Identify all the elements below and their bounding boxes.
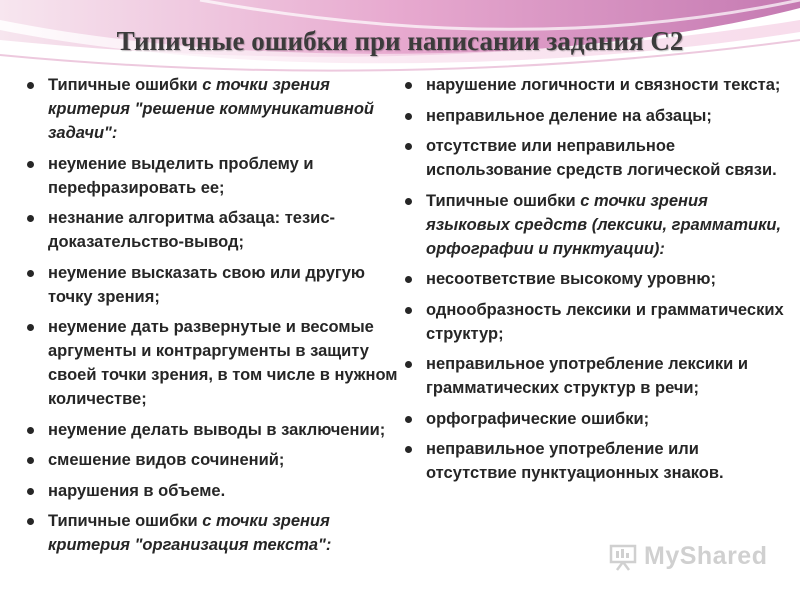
bullet-icon	[27, 161, 34, 168]
error-item-text: неумение выделить проблему и перефразировать ее;	[48, 154, 314, 197]
left-column	[22, 73, 400, 564]
bullet-icon	[405, 143, 412, 150]
error-item	[22, 206, 400, 254]
category-heading	[22, 73, 400, 145]
error-item	[400, 267, 790, 291]
category-criterion: с точки зрения языковых средств (лексики, грамматики, орфографии и пунктуации):	[426, 191, 782, 258]
bullet-icon	[27, 488, 34, 495]
bullet-icon	[27, 270, 34, 277]
bullet-icon	[27, 324, 34, 331]
error-item-text: несоответствие высокому уровню;	[426, 270, 716, 288]
error-item	[22, 448, 400, 472]
bullet-icon	[405, 361, 412, 368]
bullet-icon	[405, 307, 412, 314]
error-item	[400, 73, 790, 97]
slide-title: Типичные ошибки при написании задания С2	[116, 26, 684, 56]
category-prefix: Типичные ошибки	[48, 76, 203, 94]
bullet-icon	[405, 82, 412, 89]
bullet-icon	[405, 276, 412, 283]
watermark	[608, 538, 778, 578]
bullet-icon	[27, 215, 34, 222]
error-item	[22, 261, 400, 309]
error-item	[400, 352, 790, 400]
error-item	[400, 104, 790, 128]
error-item-text: неправильное деление на абзацы;	[426, 106, 712, 125]
error-item	[22, 479, 400, 503]
category-criterion: с точки зрения критерия "решение коммуникативной задачи":	[48, 76, 374, 142]
bullet-icon	[405, 446, 412, 453]
error-item-text: незнание алгоритма абзаца: тезис-доказательство-вывод;	[48, 209, 335, 251]
error-item-text: однообразность лексики и грамматических структур;	[426, 300, 784, 343]
error-item	[400, 298, 790, 346]
watermark-text: MyShared	[644, 542, 768, 570]
error-item-text: нарушение логичности и связности текста;	[426, 76, 781, 94]
error-item-text: неправильное употребление или отсутствие пунктуационных знаков.	[426, 440, 724, 482]
error-item-text: отсутствие или неправильное использование средств логической связи.	[426, 137, 777, 179]
category-prefix: Типичные ошибки	[426, 191, 581, 210]
error-item-text: нарушения в объеме.	[48, 481, 226, 500]
error-item	[22, 152, 400, 200]
right-column	[400, 73, 790, 492]
error-item-text: смешение видов сочинений;	[48, 451, 285, 469]
error-item-text: неумение делать выводы в заключении;	[48, 420, 386, 439]
error-item	[22, 418, 400, 442]
category-criterion: с точки зрения критерия "организация текста":	[48, 512, 332, 554]
error-item	[400, 437, 790, 485]
bullet-icon	[405, 113, 412, 120]
bullet-icon	[405, 198, 412, 205]
error-item-text: неправильное употребление лексики и грамматических структур в речи;	[426, 355, 749, 397]
category-heading	[400, 189, 790, 261]
bullet-icon	[27, 427, 34, 434]
bullet-icon	[27, 518, 34, 525]
category-heading	[22, 509, 400, 557]
bullet-icon	[27, 457, 34, 464]
error-item-text: неумение высказать свою или другую точку зрения;	[48, 263, 366, 306]
error-item	[400, 134, 790, 182]
bullet-icon	[405, 416, 412, 423]
error-item-text: орфографические ошибки;	[426, 409, 650, 428]
presentation-board-icon	[608, 542, 638, 572]
error-item	[400, 407, 790, 431]
bullet-icon	[27, 82, 34, 89]
error-item-text: неумение дать развернутые и весомые аргументы и контраргументы в защиту своей точки зрения, в том числе в нужном количестве;	[48, 318, 398, 408]
category-prefix: Типичные ошибки	[48, 512, 203, 530]
error-item	[22, 315, 400, 411]
